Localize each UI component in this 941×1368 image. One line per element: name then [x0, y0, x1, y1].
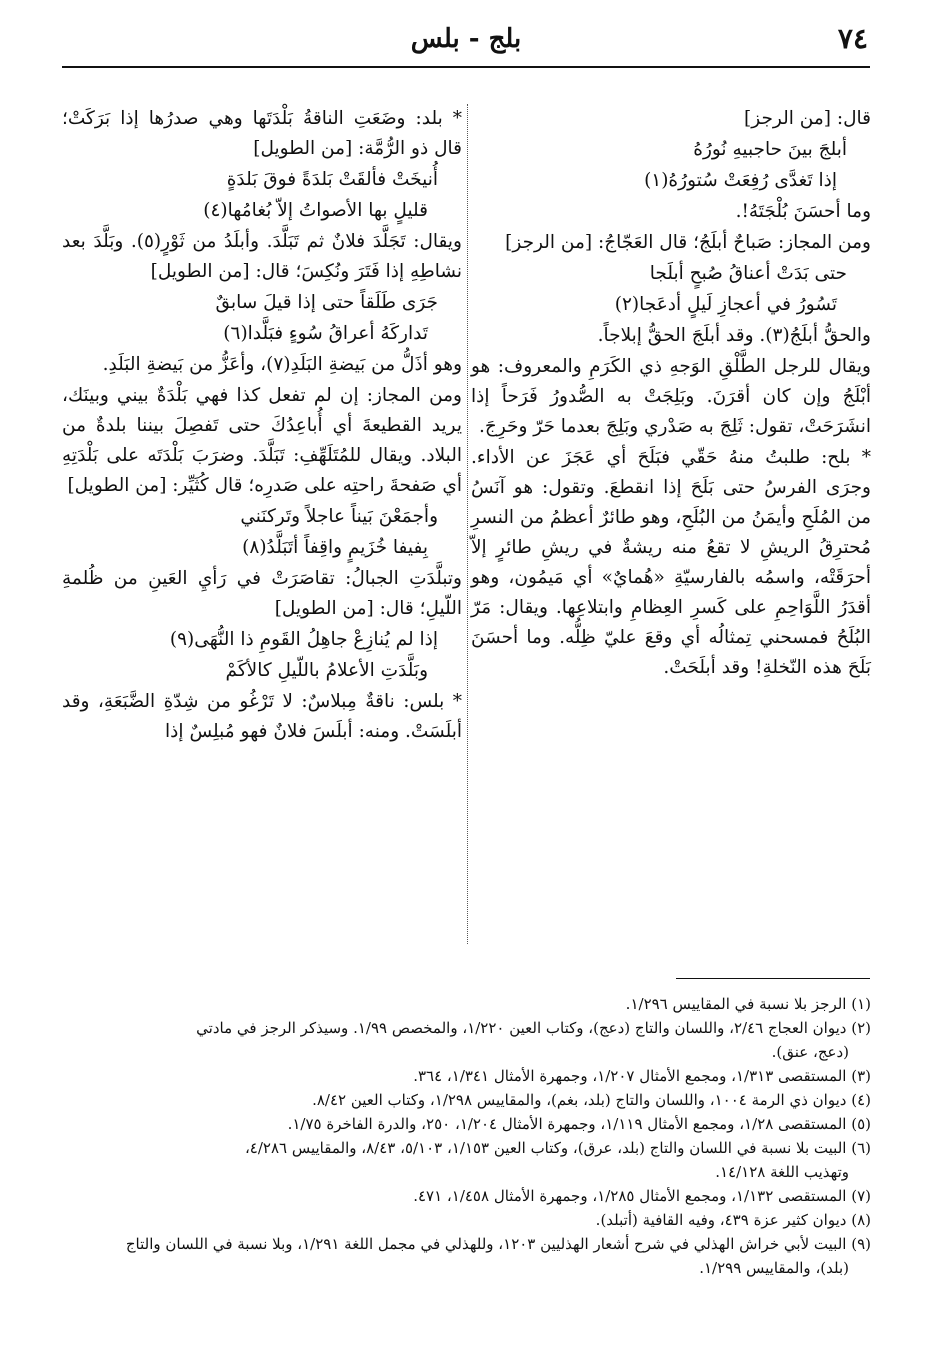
footnote: (٢) ديوان العجاج ٢/٤٦، واللسان والتاج (دعج)، وكتاب العين ١/٢٢٠، والمخصص ١/٩٩. وسيذكر الرجز في مادتي: [196, 1019, 871, 1037]
entry-paragraph: * بلد: وضَعَتِ الناقةُ بَلْدَتَها وهي صدرُها إذا بَرَكَتْ؛ قال ذو الرُّمَّة: [من الطويل]: [62, 108, 462, 159]
entry-paragraph: * بلس: ناقةٌ مِبلاسٌ: لا تَرْغُو من شِدّةِ الضَّبَعَةِ، وقد أبلَسَتْ. ومنه: أبلَسَ فلانٌ فهو مُبلِسٌ إذا: [62, 691, 462, 742]
verse-line: وأجمَعْنَ بَيناً عاجلاً وتَركنَني: [240, 506, 438, 527]
text-line: وهو أذَلُّ من بَيضةِ البَلَدِ(٧)، وأعَزُّ من بَيضةِ البَلَدِ.: [102, 354, 462, 375]
verse-line: أُنيخَتْ فألقَتْ بَلدَةً فوقَ بَلدَةٍ: [226, 169, 438, 190]
footnote: (٦) البيت بلا نسبة في اللسان والتاج (بلد، عرق)، وكتاب العين ١/١٥٣، ٥/١٠٣، ٨/٤٣، والمقاييس ٤/٢٨٦،: [244, 1139, 871, 1157]
footnote-rule: [676, 978, 870, 979]
entry-paragraph: * بلح: طلبتُ منهُ حَقّي فبَلَحَ أي عَجَزَ عن الأداء. وجرَى الفرسُ حتى بَلَحَ إذا انقطعَ. وتقول: هو آنَسُ من المُلَحِ وأيمَنُ من البُلَحِ، وهو طائرٌ أعظمُ من النسرِ مُحترِقُ الريشِ لا تقعُ منه ريشةٌ في ريشِ طائرٍ إلاّ أحرَقَتْه، واسمُه بالفارسيّةِ «هُمايٌ» أي مَيمُون، وهو أقدَرُ اللَّوَاحِمِ على كَسرِ العِظامِ وابتلاعِها. ويقال: مَرّ البُلَحُ فمسحني تِمثالُه أي وقعَ عليّ ظِلُّه. وما أحسَنَ بَلَحَ هذه النّخلةِ! وقد أبلَحَتْ.: [471, 447, 871, 678]
verse-line: تَسُورُ في أعجازِ لَيلٍ أدعَجا(٢): [614, 294, 837, 315]
text-paragraph: ومن المجاز: صَباحٌ أبلَجُ؛ قال العَجّاجُ: [من الرجز]: [505, 232, 871, 253]
verse-line: بِفيفا خُزَيمٍ واقِفاً أتَبَلَّدُ(٨): [242, 537, 428, 558]
text-paragraph: ويقال للرجل الطَّلْقِ الوَجهِ ذي الكَرَمِ والمعروف: هو أبْلَجُ وإن كان أقرَنَ. وبَلِجَتْ به الصُّدورُ فَرَحاً إذا انشَرَحَتْ، تقول: ثَلِجَ به صَدْري وبَلِجَ بعدما حَرّ وحَرِجَ.: [471, 356, 871, 437]
page-number: ٧٤: [837, 22, 868, 55]
text-line: وما أحسَنَ بُلْجَتَهُ!.: [735, 201, 871, 222]
page-header: [62, 20, 870, 68]
verse-line: أبلجَ بينَ حاجبيهِ نُورُهُ: [693, 139, 847, 160]
footnote: (١) الرجز بلا نسبة في المقاييس ١/٢٩٦.: [625, 995, 871, 1013]
verse-line: قليلٍ بها الأصواتُ إلاّ بُغامُها(٤): [203, 200, 428, 221]
verse-line: إذا تَغدَّى رُفِعَتْ سُتورُهُ(١): [644, 170, 837, 191]
footnote: (٤) ديوان ذي الرمة ١٠٠٤، واللسان والتاج (بلد، بغم)، والمقاييس ١/٢٩٨، وكتاب العين ٨/٤٢.: [312, 1091, 871, 1109]
verse-line: حتى بَدَتْ أعناقُ صُبحٍ أبلَجا: [649, 263, 847, 284]
left-column: [62, 104, 462, 748]
footnote-continuation: (دعج، عنق).: [771, 1043, 849, 1061]
footnote: (٧) المستقصى ١/١٣٢، ومجمع الأمثال ١/٢٨٥، وجمهرة الأمثال ١/٤٥٨، ٤٧١.: [413, 1187, 871, 1205]
verse-line: تَداركَهُ أعراقُ سُوءٍ فبَلَّدا(٦): [223, 323, 428, 344]
text-paragraph: ومن المجاز: إن لم تفعل كذا فهي بَلْدَةٌ بيني وبينَك، يريد القطيعةَ أي أُباعِدُكَ حتى تَفصِلَ بيننا بلدةٌ من البلاد. ويقال للمُتَلَهِّفِ: تَبَلَّدَ. وضرَبَ بَلْدَتَه على بَلْدَتِهِ أي صَفحةَ راحتِه على صَدرِه؛ قال كُثَيِّر: [من الطويل]: [62, 385, 462, 496]
right-column: [471, 104, 871, 684]
verse-line: جَرَى طَلَقاً حتى إذا قيلَ سابقٌ: [215, 292, 438, 313]
footnote: (٩) البيت لأبي خراش الهذلي في شرح أشعار الهذليين ١٢٠٣، وللهذلي في مجمل اللغة ١/٢٩١، وبلا نسبة في اللسان والتاج: [125, 1235, 871, 1253]
footnotes: [63, 992, 871, 1280]
verse-line: وبَلَّدَتِ الأعلامُ باللّيلِ كالأكَمْ: [225, 660, 428, 681]
footnote-continuation: (بلد)، والمقاييس ١/٢٩٩.: [699, 1259, 849, 1277]
text-line: والحقُّ أبلَجُ(٣). وقد أبلَجَ الحقُّ إبلاجاً.: [597, 325, 871, 346]
footnote: (٨) ديوان كثير عزة ٤٣٩، وفيه القافية (أتبلد).: [595, 1211, 871, 1229]
verse-line: إذا لم يُنازِعْ جاهِلُ القَومِ ذا النُّهَى(٩): [169, 629, 438, 650]
footnote: (٣) المستقصى ١/٣١٣، ومجمع الأمثال ١/٢٠٧، وجمهرة الأمثال ١/٣٤١، ٣٦٤.: [413, 1067, 871, 1085]
footnote: (٥) المستقصى ١/٢٨، ومجمع الأمثال ١/١١٩، وجمهرة الأمثال ١/٢٠٤، ٢٥٠، والدرة الفاخرة ١/٧٥.: [287, 1115, 871, 1133]
text-paragraph: وتبلَّدَتِ الجبالُ: تقاصَرَتْ في رَأيِ العَينِ من ظُلمةِ اللّيلِ؛ قال: [من الطويل]: [62, 568, 462, 619]
text-line: قال: [من الرجز]: [744, 108, 871, 129]
column-divider: [467, 104, 468, 944]
running-title: بلج - بلس: [410, 24, 522, 54]
text-paragraph: ويقال: تَجَلَّدَ فلانٌ ثم تَبَلَّدَ. وأبلَدُ من ثَوْرٍ(٥). وبَلَّدَ بعد نشاطِهِ إذا فَتَرَ ونُكِسَ؛ قال: [من الطويل]: [62, 231, 462, 282]
footnote-continuation: وتهذيب اللغة ١٤/١٢٨.: [715, 1163, 849, 1181]
